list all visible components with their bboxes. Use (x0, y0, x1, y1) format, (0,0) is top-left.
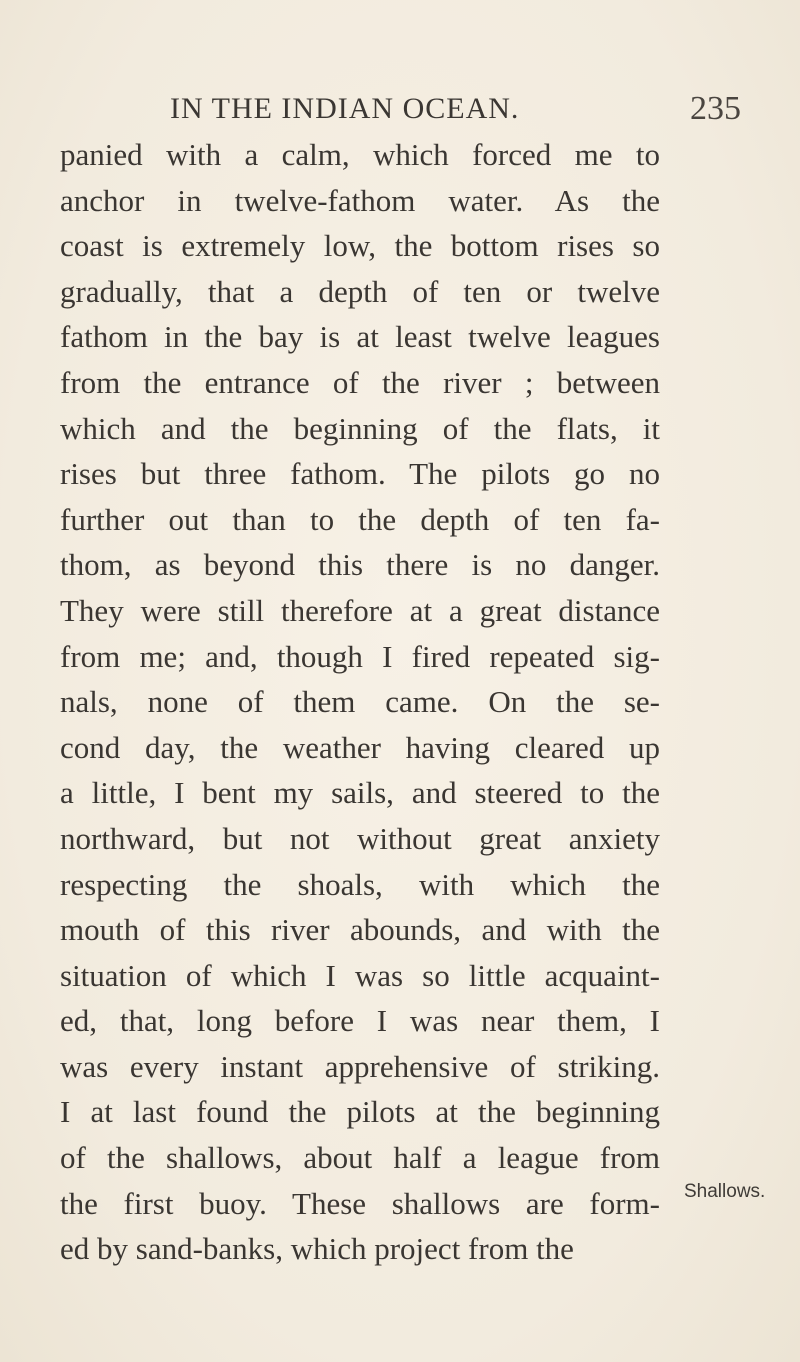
text-line: ed, that, long before I was near them, I (60, 1003, 660, 1039)
text-line: which and the beginning of the flats, it (60, 410, 660, 446)
text-line: mouth of this river abounds, and with the (60, 912, 660, 948)
text-line: panied with a calm, which forced me to (60, 137, 660, 172)
text-line: nals, none of them came. On the se- (60, 684, 660, 720)
text-line: situation of which I was so little acquaint- (60, 957, 660, 993)
body-text (60, 132, 660, 1272)
text-line: a little, I bent my sails, and steered to the (60, 775, 660, 811)
text-line: ed by sand-banks, which project from the (60, 1231, 574, 1267)
page-number: 235 (690, 90, 741, 127)
text-line: gradually, that a depth of ten or twelve (60, 273, 660, 309)
text-line: of the shallows, about half a league from (60, 1140, 660, 1176)
text-line: was every instant apprehensive of striking. (60, 1048, 660, 1084)
marginal-note: Shallows. (684, 1181, 766, 1202)
text-line: I at last found the pilots at the beginning (60, 1094, 660, 1130)
text-line: from me; and, though I fired repeated sig- (60, 638, 660, 674)
text-line: from the entrance of the river ; between (60, 364, 660, 400)
text-line: coast is extremely low, the bottom rises so (60, 228, 660, 264)
running-head (0, 86, 800, 126)
text-line: They were still therefore at a great distance (60, 592, 660, 628)
text-line: cond day, the weather having cleared up (60, 729, 660, 765)
text-line: thom, as beyond this there is no danger. (60, 547, 660, 583)
running-title: IN THE INDIAN OCEAN. (170, 92, 520, 125)
text-line: fathom in the bay is at least twelve leagues (60, 319, 660, 355)
text-line: further out than to the depth of ten fa- (60, 501, 660, 537)
text-line: northward, but not without great anxiety (60, 820, 660, 856)
text-line: respecting the shoals, with which the (60, 866, 660, 902)
text-line: anchor in twelve-fathom water. As the (60, 182, 660, 218)
text-line: rises but three fathom. The pilots go no (60, 456, 660, 492)
text-line: the first buoy. These shallows are form- (60, 1185, 660, 1221)
